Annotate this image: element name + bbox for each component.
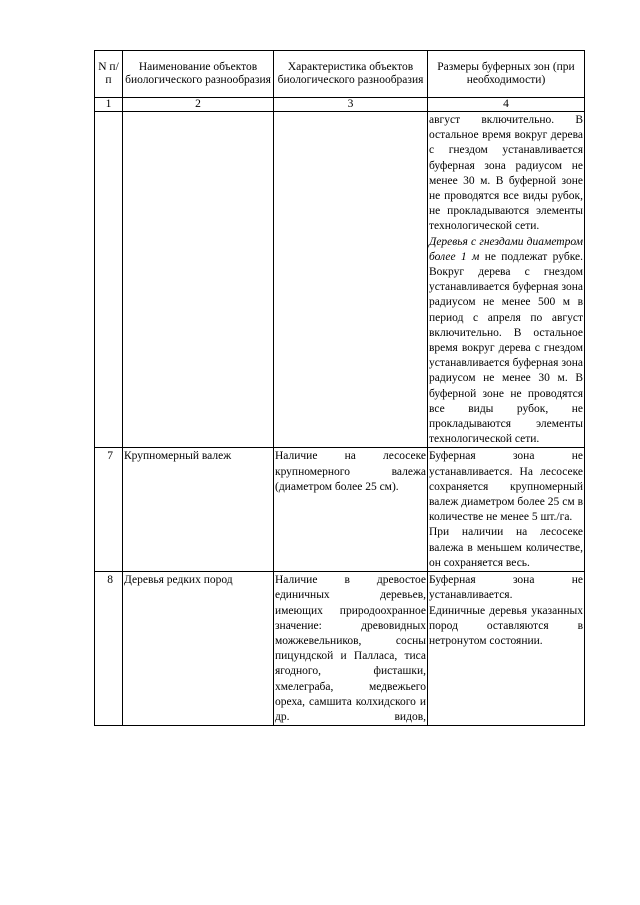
header-number: N п/п [95,51,123,98]
header-buffer-zone-size: Размеры буферных зон (при необходимости) [428,51,585,98]
row-buffer-cell [428,448,585,572]
row-description-text: Наличие в древостое единичных деревьев, имеющих природоохранное значение: древовидных можжевельников, сосны пицундской и Палласа, тиса ягодного, фисташки, хмелеграба, медвежьего ореха, самшита колхидского и др. видов, [275,574,426,723]
row-number-cell [95,112,123,448]
row-object-description [274,448,428,572]
buffer-paragraph [429,235,583,448]
column-number: 1 [95,98,123,112]
table-row-7 [95,448,585,572]
buffer-paragraph: Буферная зона не устанавливается. [429,574,583,602]
buffer-paragraph: Единичные деревья указанных пород оставляются в нетронутом состоянии. [429,604,583,647]
buffer-paragraph: Буферная зона не устанавливается. На лесосеке сохраняется крупномерный валеж диаметром более 25 см в количестве не менее 5 шт./га. [429,450,583,524]
row-desc-cell [274,112,428,448]
row-name-cell [123,112,274,448]
table-row-8 [95,572,585,726]
buffer-paragraph: август включительно. В остальное время вокруг дерева с гнездом устанавливается буферная зона радиусом не менее 30 м. В буферной зоне не проводятся все виды рубок, не прокладываются элементы технологической сети. [429,114,583,233]
buffer-italic-text: Деревья с гнездами диаметром более 1 м [429,235,583,263]
row-object-description [274,572,428,726]
row-number: 8 [95,572,123,726]
header-object-name: Наименование объектов биологического разнообразия [123,51,274,98]
biodiversity-table [94,50,585,726]
column-numbers-row [95,98,585,112]
table-header-row [95,51,585,98]
header-object-characteristic: Характеристика объектов биологического разнообразия [274,51,428,98]
row-object-name: Деревья редких пород [123,572,274,726]
buffer-text: не подлежат рубке. Вокруг дерева с гнездом устанавливается буферная зона радиусом не менее 500 м в период с апреля по август включительно. В остальное время вокруг дерева с гнездом устанавливается буферная зона радиусом не менее 30 м. В буферной зоне не проводятся все виды рубок, не прокладываются элементы технологической сети. [429,250,583,446]
row-buffer-cell [428,572,585,726]
row-number: 7 [95,448,123,572]
buffer-paragraph: При наличии на лесосеке валежа в меньшем количестве, он сохраняется весь. [429,526,583,569]
column-number: 2 [123,98,274,112]
row-buffer-cell [428,112,585,448]
column-number: 3 [274,98,428,112]
row-object-name: Крупномерный валеж [123,448,274,572]
row-description-text: Наличие на лесосеке крупномерного валежа (диаметром более 25 см). [275,450,426,493]
column-number: 4 [428,98,585,112]
table-row-continued [95,112,585,448]
